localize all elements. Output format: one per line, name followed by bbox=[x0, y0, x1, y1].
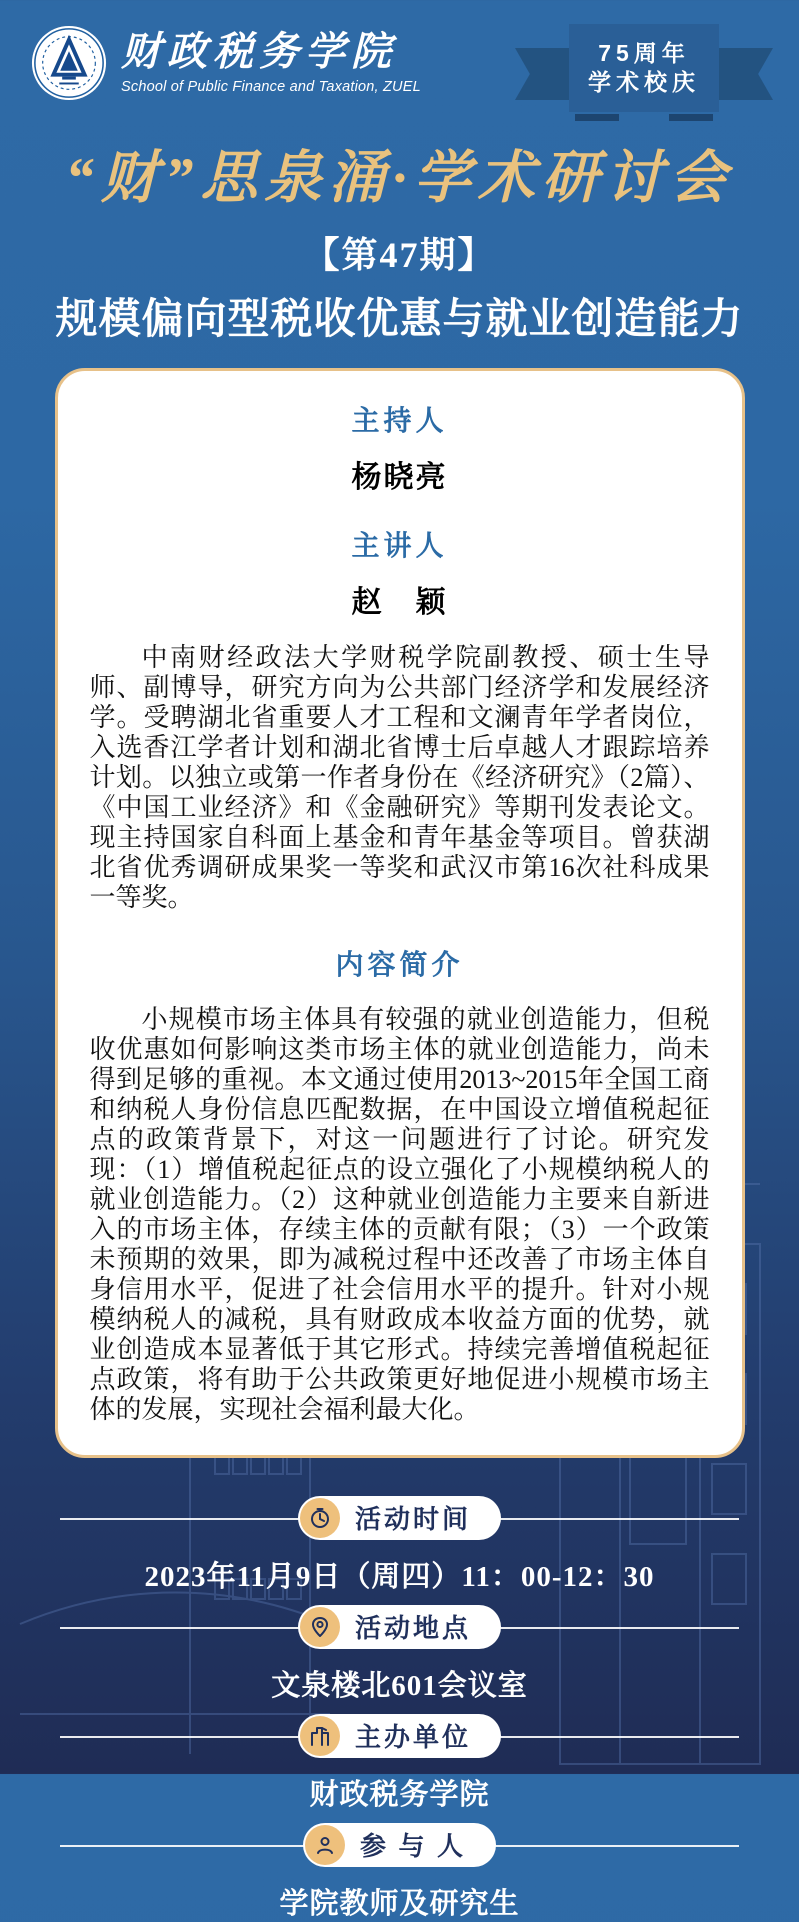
abstract-label: 内容简介 bbox=[335, 949, 464, 981]
participants-label: 参 与 人 bbox=[359, 1832, 466, 1862]
participants-icon bbox=[305, 1825, 345, 1865]
speaker-label: 主讲人 bbox=[351, 530, 448, 562]
college-name: 财政税务学院 bbox=[121, 29, 397, 74]
college-subtitle: School of Public Finance and Taxation, ZUEL bbox=[121, 79, 421, 95]
speaker-name: 赵 颖 bbox=[351, 585, 448, 619]
university-seal-icon bbox=[30, 24, 108, 102]
participants-value: 学院教师及研究生 bbox=[279, 1887, 520, 1920]
series-title-calligraphy: “财”思泉涌·学术研讨会 bbox=[65, 147, 734, 210]
organizer-label: 主办单位 bbox=[354, 1723, 471, 1753]
host-label: 主持人 bbox=[351, 405, 448, 437]
ribbon-fold-icon bbox=[669, 114, 713, 121]
ribbon-tail-left-icon bbox=[515, 48, 577, 100]
organizer-pill bbox=[298, 1714, 501, 1758]
organizer-value: 财政税务学院 bbox=[309, 1778, 490, 1811]
time-pill bbox=[298, 1496, 501, 1540]
detail-row bbox=[0, 1605, 799, 1649]
issue-number: 【第47期】 bbox=[303, 234, 496, 275]
college-logo bbox=[30, 24, 421, 102]
ribbon-tail-right-icon bbox=[711, 48, 773, 100]
clock-icon bbox=[300, 1498, 340, 1538]
anniversary-ribbon-badge bbox=[515, 22, 773, 126]
abstract-text: 小规模市场主体具有较强的就业创造能力，但税收优惠如何影响这类市场主体的就业创造能力，尚未得到足够的重视。本文通过使用2013~2015年全国工商和纳税人身份信息匹配数据，在中国设立增值税起征点的政策背景下，对这一问题进行了讨论。研究发现：（1）增值税起征点的设立强化了小规模纳税人的就业创造能力。（2）这种就业创造能力主要来自新进入的市场主体，存续主体的贡献有限；（3）一个政策未预期的效果，即为减税过程中还改善了市场主体自身信用水平，促进了社会信用水平的提升。针对小规模纳税人的减税，具有财政成本收益方面的优势，就业创造成本显著低于其它形式。持续完善增值税起征点政策，将有助于公共政策更好地促进小规模市场主体的发展，实现社会福利最大化。 bbox=[89, 1004, 710, 1424]
host-name: 杨晓亮 bbox=[351, 460, 448, 494]
event-details bbox=[0, 1496, 799, 1922]
location-label: 活动地点 bbox=[354, 1614, 471, 1644]
location-pill bbox=[298, 1605, 501, 1649]
seminar-info-card bbox=[55, 368, 745, 1458]
location-value: 文泉楼北601会议室 bbox=[271, 1669, 528, 1702]
detail-row bbox=[0, 1496, 799, 1540]
location-icon bbox=[300, 1607, 340, 1647]
badge-line2: 学术校庆 bbox=[588, 69, 700, 95]
badge-line1: 75周年 bbox=[598, 40, 690, 66]
detail-row bbox=[0, 1823, 799, 1867]
time-value: 2023年11月9日（周四）11：00-12：30 bbox=[144, 1560, 655, 1593]
detail-row bbox=[0, 1714, 799, 1758]
speaker-bio: 中南财经政法大学财税学院副教授、硕士生导师、副博导，研究方向为公共部门经济学和发展经济学。受聘湖北省重要人才工程和文澜青年学者岗位，入选香江学者计划和湖北省博士后卓越人才跟踪培养计划。以独立或第一作者身份在《经济研究》（2篇）、《中国工业经济》和《金融研究》等期刊发表论文。现主持国家自科面上基金和青年基金等项目。曾获湖北省优秀调研成果奖一等奖和武汉市第16次社科成果一等奖。 bbox=[89, 642, 710, 912]
participants-pill bbox=[303, 1823, 496, 1867]
seminar-topic-title: 规模偏向型税收优惠与就业创造能力 bbox=[55, 296, 744, 343]
ribbon-panel bbox=[569, 24, 719, 112]
header bbox=[0, 0, 799, 126]
time-label: 活动时间 bbox=[354, 1505, 471, 1535]
ribbon-fold-icon bbox=[575, 114, 619, 121]
organizer-icon bbox=[300, 1716, 340, 1756]
